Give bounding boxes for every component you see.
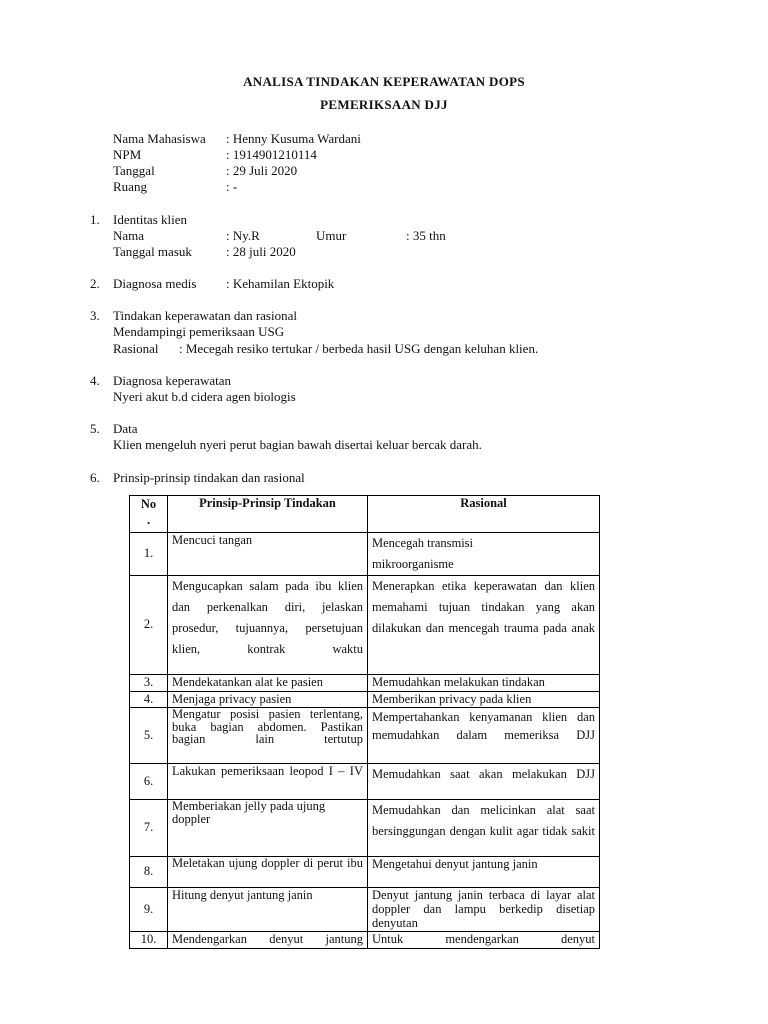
row-rational: Mempertahankan kenyamanan klien dan memudahkan dalam memeriksa DJJ [368,708,600,764]
identity-label-npm: NPM [113,147,142,162]
identity-label-date: Tanggal [113,163,155,178]
row-action: Mencuci tangan [168,533,368,576]
row-action: Lakukan pemeriksaan leopod I – IV [168,764,368,800]
section-1-number: 1. [90,212,100,227]
table-row [130,888,600,932]
table-row [130,576,600,675]
identity-value-npm: : 1914901210114 [226,147,317,162]
row-action: Mendekatankan alat ke pasien [168,675,368,692]
table-row [130,708,600,764]
admission-date-label: Tanggal masuk [113,244,192,259]
row-rational: Denyut jantung janin terbaca di layar alat doppler dan lampu berkedip disetiap denyutan [368,888,600,932]
row-number: 3. [130,675,168,692]
column-header-action: Prinsip-Prinsip Tindakan [168,496,368,533]
nursing-action-text: Mendampingi pemeriksaan USG [113,324,285,339]
row-number: 2. [130,576,168,675]
row-number: 1. [130,533,168,576]
nursing-diagnosis-text: Nyeri akut b.d cidera agen biologis [113,389,296,404]
row-rational: Memudahkan saat akan melakukan DJJ [368,764,600,800]
row-number: 6. [130,764,168,800]
rationale-value: : Mecegah resiko tertukar / berbeda hasil USG dengan keluhan klien. [179,341,539,356]
principles-table [129,495,600,949]
admission-date-value: : 28 juli 2020 [226,244,296,259]
row-action: Mengucapkan salam pada ibu klien dan perkenalkan diri, jelaskan prosedur, tujuannya, persetujuan klien, kontrak waktu [168,576,368,675]
table-row [130,533,600,576]
identity-label-name: Nama Mahasiswa [113,131,206,146]
section-5-number: 5. [90,421,100,436]
section-1-title: Identitas klien [113,212,188,227]
row-number: 7. [130,800,168,857]
row-rational: Memberikan privacy pada klien [368,691,600,708]
client-age-label: Umur [316,228,347,243]
section-6-title: Prinsip-prinsip tindakan dan rasional [113,470,305,485]
medical-diagnosis-value: : Kehamilan Ektopik [226,276,335,291]
row-number: 4. [130,691,168,708]
section-3-title: Tindakan keperawatan dan rasional [113,308,297,323]
row-number: 5. [130,708,168,764]
table-row [130,800,600,857]
section-2-title: Diagnosa medis [113,276,197,291]
section-5-title: Data [113,421,138,436]
row-action: Meletakan ujung doppler di perut ibu [168,857,368,888]
document-title: ANALISA TINDAKAN KEPERAWATAN DOPS [243,74,525,89]
row-number: 8. [130,857,168,888]
data-text: Klien mengeluh nyeri perut bagian bawah disertai keluar bercak darah. [113,437,482,452]
row-rational: Mengetahui denyut jantung janin [368,857,600,888]
section-4-number: 4. [90,373,100,388]
row-rational: Memudahkan dan melicinkan alat saat bersinggungan dengan kulit agar tidak sakit [368,800,600,857]
row-rational: Untuk mendengarkan denyut [368,932,600,949]
row-rational: Memudahkan melakukan tindakan [368,675,600,692]
client-name-label: Nama [113,228,145,243]
table-row [130,764,600,800]
table-row [130,675,600,692]
identity-label-room: Ruang [113,179,147,194]
row-action: Menjaga privacy pasien [168,691,368,708]
rationale-label: Rasional [113,341,159,356]
section-6-number: 6. [90,470,100,485]
row-rational: Mencegah transmisi mikroorganisme [368,533,600,576]
table-row [130,857,600,888]
row-action: Memberiakan jelly pada ujung doppler [168,800,368,857]
identity-value-name: : Henny Kusuma Wardani [226,131,361,146]
section-4-title: Diagnosa keperawatan [113,373,232,388]
row-action: Hitung denyut jantung janin [168,888,368,932]
column-header-no: No . [130,496,168,533]
identity-value-date: : 29 Juli 2020 [226,163,298,178]
row-number: 10. [130,932,168,949]
row-rational: Menerapkan etika keperawatan dan klien memahami tujuan tindakan yang akan dilakukan dan mencegah trauma pada anak [368,576,600,675]
section-3-number: 3. [90,308,100,323]
column-header-rational: Rasional [368,496,600,533]
row-number: 9. [130,888,168,932]
client-name-value: : Ny.R [226,228,260,243]
row-action: Mendengarkan denyut jantung [168,932,368,949]
section-2-number: 2. [90,276,100,291]
document-subtitle: PEMERIKSAAN DJJ [320,97,448,112]
client-age-value: : 35 thn [406,228,446,243]
table-row [130,691,600,708]
table-header-row [130,496,600,533]
identity-value-room: : - [226,179,238,194]
row-action: Mengatur posisi pasien terlentang, buka bagian abdomen. Pastikan bagian lain tertutup [168,708,368,764]
table-row [130,932,600,949]
